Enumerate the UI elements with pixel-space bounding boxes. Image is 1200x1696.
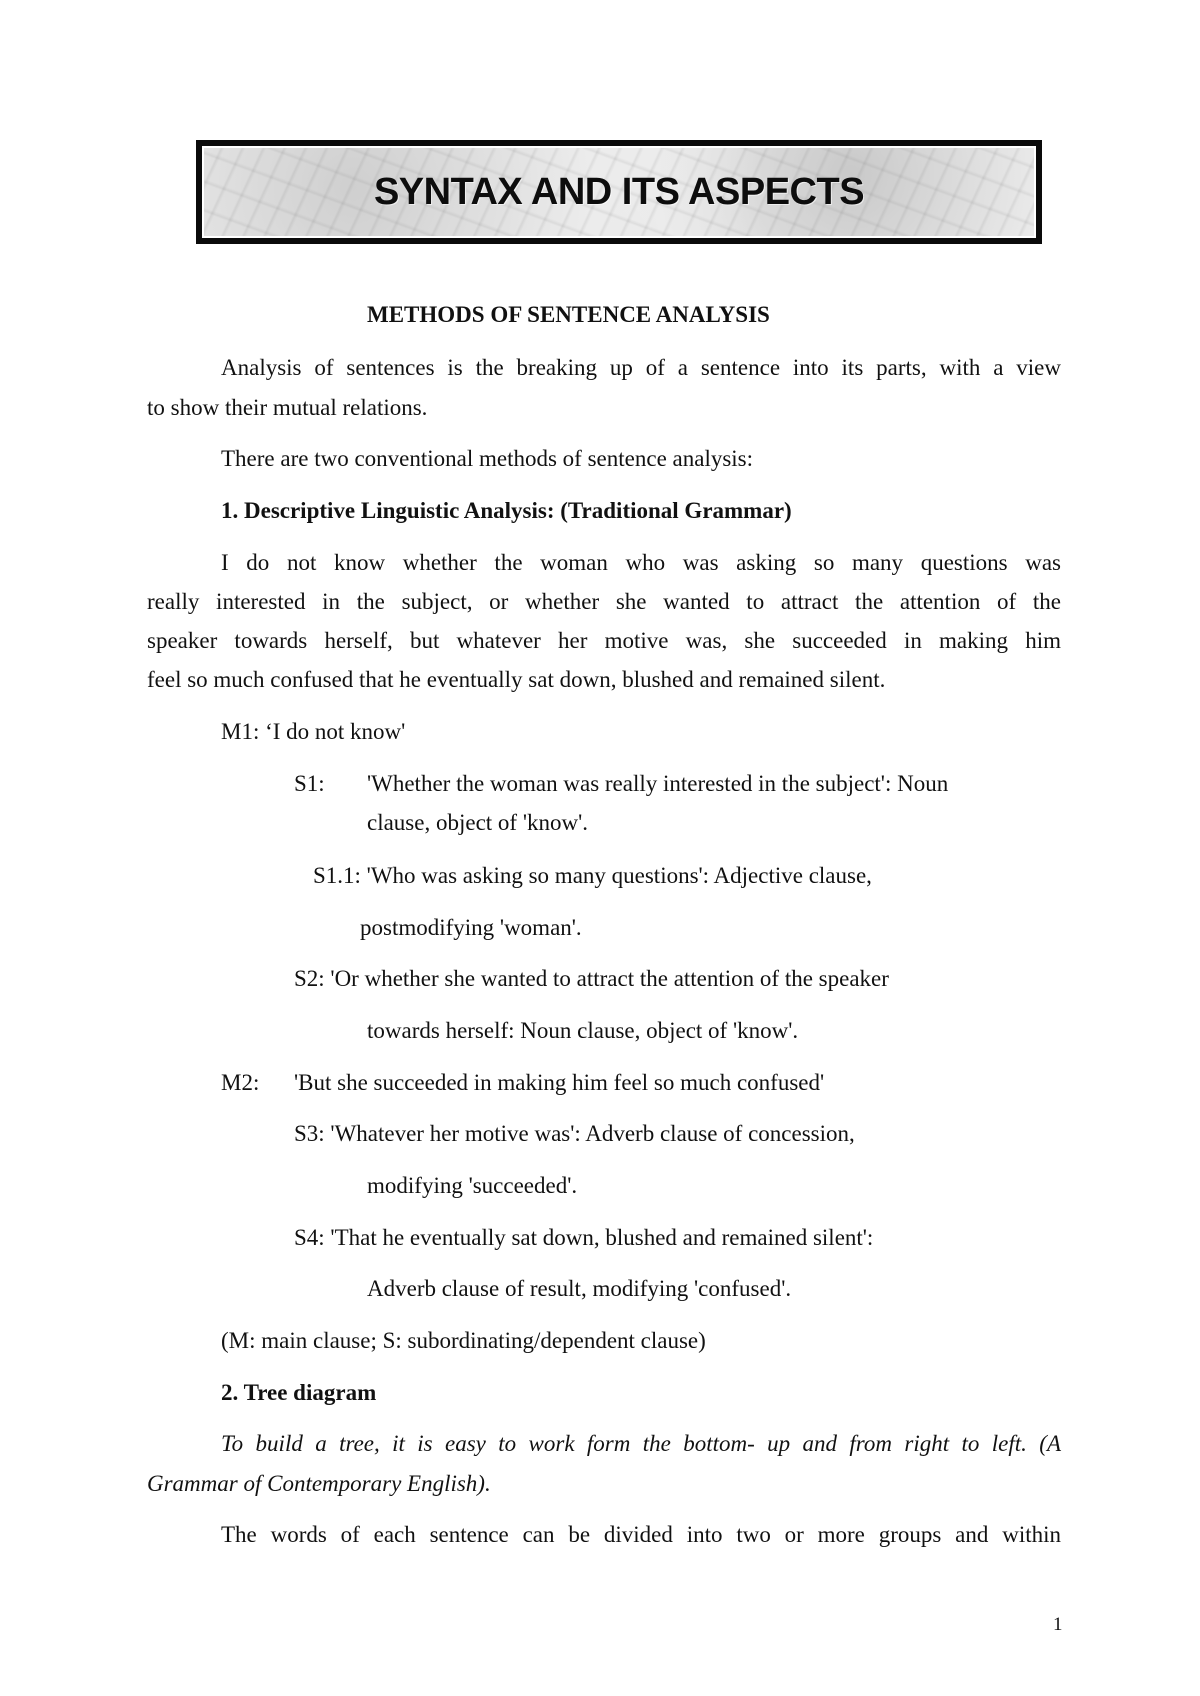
clause-s3-line-2: modifying 'succeeded'. xyxy=(367,1173,578,1198)
quote-line-1: To build a tree, it is easy to work form the bottom- up and from right to left. (A xyxy=(221,1431,1061,1456)
clause-s1-line-1: 'Whether the woman was really interested in the subject': Noun xyxy=(367,771,949,796)
example-line-4: feel so much confused that he eventually sat down, blushed and remained silent. xyxy=(147,667,886,692)
intro-line-2: to show their mutual relations. xyxy=(147,395,428,420)
clause-s4-line-2: Adverb clause of result, modifying 'confused'. xyxy=(367,1276,792,1301)
method2-heading: 2. Tree diagram xyxy=(221,1380,377,1405)
clause-s2-line-1: S2: 'Or whether she wanted to attract the attention of the speaker xyxy=(294,966,889,991)
clause-s4-line-1: S4: 'That he eventually sat down, blushed and remained silent': xyxy=(294,1225,874,1250)
title-banner xyxy=(196,140,1042,244)
example-line-1: I do not know whether the woman who was asking so many questions was xyxy=(221,550,1061,575)
clause-s11-line-2: postmodifying 'woman'. xyxy=(360,915,582,940)
clause-s3-line-1: S3: 'Whatever her motive was': Adverb clause of concession, xyxy=(294,1121,855,1146)
example-line-2: really interested in the subject, or whether she wanted to attract the attention of the xyxy=(147,589,1061,614)
clause-s1-label: S1: xyxy=(294,771,325,796)
example-line-3: speaker towards herself, but whatever her motive was, she succeeded in making him xyxy=(147,628,1061,653)
title-banner-marble xyxy=(202,146,1036,238)
clause-s1-line-2: clause, object of 'know'. xyxy=(367,810,588,835)
page-number: 1 xyxy=(1053,1614,1063,1635)
clause-m2-text: 'But she succeeded in making him feel so much confused' xyxy=(294,1070,825,1095)
intro-line-1: Analysis of sentences is the breaking up of a sentence into its parts, with a view xyxy=(221,355,1061,380)
clause-m2-label: M2: xyxy=(221,1070,260,1095)
method1-heading: 1. Descriptive Linguistic Analysis: (Traditional Grammar) xyxy=(221,498,792,523)
clause-s11-line-1: S1.1: 'Who was asking so many questions': Adjective clause, xyxy=(313,863,872,888)
clause-s2-line-2: towards herself: Noun clause, object of 'know'. xyxy=(367,1018,799,1043)
clause-m1: M1: ‘I do not know' xyxy=(221,719,406,744)
quote-line-2: Grammar of Contemporary English). xyxy=(147,1471,491,1496)
methods-intro: There are two conventional methods of sentence analysis: xyxy=(221,446,754,471)
page-title: SYNTAX AND ITS ASPECTS xyxy=(373,170,865,213)
tree-text-line-1: The words of each sentence can be divided into two or more groups and within xyxy=(221,1522,1061,1547)
section-heading: METHODS OF SENTENCE ANALYSIS xyxy=(367,302,770,327)
clause-legend: (M: main clause; S: subordinating/dependent clause) xyxy=(221,1328,706,1353)
